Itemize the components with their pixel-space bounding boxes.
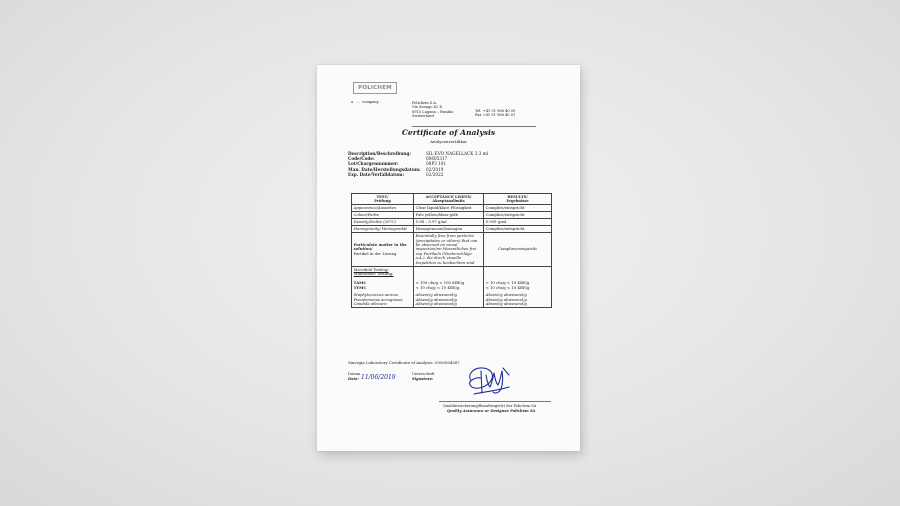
test-cell: Density/Dichte (20°C) — [352, 219, 414, 226]
info-label: Lot/Chargennummer: — [348, 161, 399, 167]
certificate-document — [317, 65, 580, 451]
handwritten-date: 11/06/2019 — [361, 374, 396, 381]
result-cell: Complies/entspricht — [484, 212, 552, 219]
result-cell: 0.959 g/ml — [484, 219, 552, 226]
result-cell: Complies/entspricht — [484, 226, 552, 233]
date-label: Datum — [348, 372, 361, 376]
qa-title-en: Quality Assurance or Designee Polichem SA — [447, 409, 536, 413]
info-label: Code/Code: — [348, 156, 375, 162]
address-line: Switzerland — [412, 113, 434, 118]
signature-label-en: Signature: — [412, 377, 434, 381]
fax-line: Fax +41 91 986 40 01 — [475, 113, 516, 118]
info-value: 02/2022 — [426, 171, 444, 177]
table-row — [352, 205, 552, 212]
info-value: 60605317 — [426, 156, 448, 162]
result-cell: Complies/entspricht — [484, 233, 552, 266]
limit-cell: Essentially free from particles (precipitates or others) that can be observed on visual inspection/im Wesentlichen frei von Partikeln (Niederschläge o.Ä.), die durch visuelle Inspektion zu beobachten sind — [414, 233, 484, 266]
member-text: a ... company — [351, 100, 379, 104]
limit-cell: Pale yellow/blass-gelb — [414, 212, 484, 219]
company-logo: POLICHEM — [353, 82, 397, 94]
test-cell: Microbial Testing/ Mikrobielle Testung: TAMC TYMC Staphylococcus aureus Pseudomonas aeruginosa Candida albicans — [352, 266, 414, 307]
table-row-microbial — [352, 266, 552, 307]
company-address — [412, 101, 453, 118]
qa-title-de: Qualitätssicherung/Beauftragte(r) der Polichem SA — [443, 404, 537, 408]
info-value: 08P3 101 — [426, 161, 447, 167]
table-row — [352, 226, 552, 233]
company-contact — [475, 109, 515, 118]
product-info — [348, 151, 548, 181]
date-label-en: Date: — [348, 377, 359, 381]
info-value: SIL EVO NAGELLACK 3.3 ml — [426, 151, 489, 156]
table-row — [352, 219, 552, 226]
address-line: Via Senago 42 D — [412, 105, 443, 110]
address-line: Polichem S.A. — [412, 101, 437, 105]
header-divider — [412, 126, 536, 127]
phone-line: Tel. +41 91 986 40 00 — [475, 109, 516, 113]
document-title: Certificate of Analysis — [401, 128, 496, 137]
header-test: TEST/ Prüfung — [352, 194, 414, 205]
test-cell: Particulate matter in the solution/ Partikel in der Lösung — [352, 233, 414, 266]
result-cell: Complies/entspricht — [484, 205, 552, 212]
table-row — [352, 212, 552, 219]
test-cell: Colour/Farbe — [352, 212, 414, 219]
info-label: Exp. Date/Verfalldatum: — [348, 171, 405, 177]
address-line: 6915 Lugano – Pambio — [412, 109, 454, 114]
info-value: 02/2019 — [426, 166, 444, 172]
info-label: Description/Beschreibung: — [348, 151, 411, 156]
lab-certificate-reference: Sinergia Laboratory Certificate of Analysis: 0000064587 — [348, 360, 460, 365]
signature-label: Unterschrift — [412, 372, 435, 376]
limit-cell: Homogeneous/homogen — [414, 226, 484, 233]
limit-cell: < 100 cfu/g < 100 KBE/g < 10 cfu/g < 10 KBE/g Absent/g abwesend/g Absent/g abwesend/g Absent/g abwesend/g — [414, 266, 484, 307]
test-cell: Appearance/Aussehen — [352, 205, 414, 212]
result-cell: < 10 cfu/g < 10 KBE/g < 10 cfu/g < 10 KBE/g Absent/g abwesend/g Absent/g abwesend/g Absent/g abwesend/g — [484, 266, 552, 307]
table-header-row — [352, 194, 552, 205]
test-cell: Homogeneity/ Homogenität — [352, 226, 414, 233]
results-table — [351, 193, 552, 308]
document-subtitle: Analysenzertifikat — [430, 139, 467, 144]
header-results: RESULTS/ Ergebnisse — [484, 194, 552, 205]
info-label: Man. Date/Herstellungsdatum: — [348, 166, 421, 172]
signature-image — [465, 363, 513, 399]
limit-cell: 0.94 – 0.97 g/ml — [414, 219, 484, 226]
limit-cell: Clear liquid/klare Flüssigkeit — [414, 205, 484, 212]
signature-line — [439, 401, 551, 402]
table-row-particulate — [352, 233, 552, 266]
header-limits: ACCEPTANCE LIMITS/ Akzeptanzlimits — [414, 194, 484, 205]
